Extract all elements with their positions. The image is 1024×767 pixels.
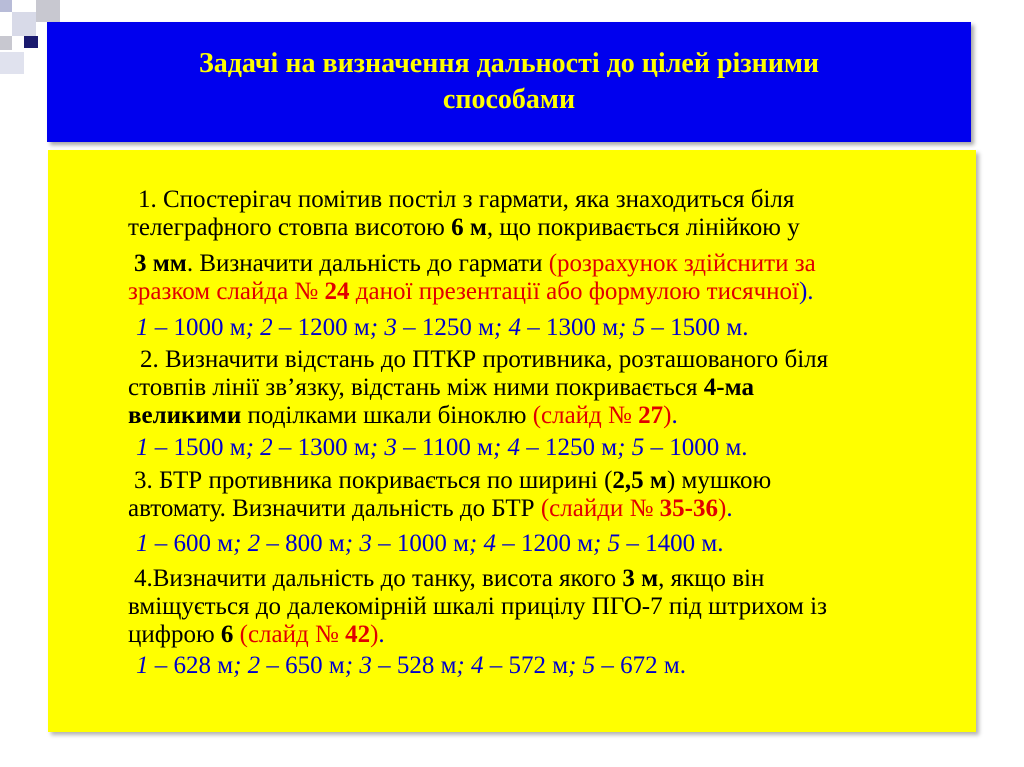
task-2-hint: ) bbox=[663, 402, 672, 429]
answer-value: – 1200 м bbox=[272, 314, 370, 341]
answer-value: – 1500 м bbox=[148, 434, 246, 461]
task-2-divisions: 4-ма bbox=[703, 374, 754, 401]
answer-separator: ; bbox=[245, 314, 261, 341]
task-2-emphasis: великими bbox=[128, 402, 242, 429]
answer-separator: ; bbox=[344, 652, 360, 679]
task-2-line-3 bbox=[128, 402, 678, 430]
task-1-text: , що покривається лінійкою у bbox=[486, 214, 800, 241]
answer-number: 3 bbox=[359, 652, 372, 679]
task-3-hint: ) bbox=[718, 495, 727, 522]
task-1-size: 3 мм bbox=[134, 250, 187, 277]
task-1-line-4 bbox=[128, 278, 814, 306]
answer-number: 5 bbox=[632, 314, 646, 341]
answer-number: 3 bbox=[384, 434, 397, 461]
task-4-mark: 6 bbox=[220, 621, 234, 648]
task-1-text: телеграфного стовпа висотою bbox=[128, 214, 452, 241]
task-2-line-1 bbox=[140, 346, 828, 374]
task-1-line-1 bbox=[138, 186, 794, 214]
answer-value: – 1500 м. bbox=[645, 314, 749, 341]
answer-value: – 672 м. bbox=[595, 652, 686, 679]
answer-value: – 1100 м bbox=[396, 434, 493, 461]
answer-number: 2 bbox=[260, 314, 273, 341]
task-4-text: , якщо він bbox=[658, 565, 765, 592]
answer-separator: ; bbox=[492, 434, 508, 461]
task-3-hint-end: . bbox=[726, 495, 733, 522]
answer-separator: ; bbox=[617, 434, 632, 461]
task-4-hint: ) bbox=[370, 621, 379, 648]
answer-value: – 572 м bbox=[483, 652, 569, 679]
answer-separator: ; bbox=[618, 314, 633, 341]
task-4-text: цифрою bbox=[128, 621, 221, 648]
task-1-hint: зразком слайда № bbox=[128, 278, 325, 305]
answer-number: 4 bbox=[470, 652, 484, 679]
answer-number: 5 bbox=[631, 434, 645, 461]
answer-separator: ; bbox=[344, 530, 360, 557]
task-2-line-2 bbox=[128, 374, 754, 402]
answer-separator: ; bbox=[245, 434, 261, 461]
task-2-hint: (слайд № bbox=[532, 402, 639, 429]
corner-square bbox=[0, 0, 12, 12]
corner-square bbox=[12, 12, 36, 36]
answer-value: – 1000 м bbox=[148, 314, 246, 341]
task-4-text: 4.Визначити дальність до танку, висота якого bbox=[134, 565, 623, 592]
task-1-hint: даної презентації або формулою тисячної bbox=[349, 278, 799, 305]
task-1-text: . Визначити дальність до гармати bbox=[186, 250, 549, 277]
answer-value: – 1200 м bbox=[495, 530, 594, 557]
corner-square bbox=[24, 36, 38, 48]
answer-number: 3 bbox=[359, 530, 372, 557]
task-3-text: ) мушкою bbox=[666, 467, 772, 494]
task-4-answers bbox=[136, 652, 686, 680]
answer-value: – 650 м bbox=[260, 652, 345, 679]
task-3-slide-numbers: 35-36 bbox=[659, 495, 718, 522]
answer-number: 5 bbox=[582, 652, 596, 679]
slide-title-line-1: Задачі на визначення дальності до цілей різними bbox=[198, 48, 820, 79]
task-1-hint-end: ). bbox=[798, 278, 814, 305]
task-4-line-1 bbox=[134, 565, 764, 593]
task-4-line-3 bbox=[128, 621, 385, 649]
answer-separator: ; bbox=[233, 530, 248, 557]
answer-separator: ; bbox=[468, 530, 484, 557]
answer-value: – 1400 м. bbox=[620, 530, 724, 557]
answer-separator: ; bbox=[369, 434, 385, 461]
task-2-text: 2. Визначити відстань до ПТКР противника, розташованого біля bbox=[140, 346, 829, 373]
answer-number: 4 bbox=[507, 434, 521, 461]
answer-value: – 1300 м bbox=[272, 434, 370, 461]
answer-value: – 1000 м bbox=[371, 530, 469, 557]
task-1-text: 1. Спостерігач помітив постіл з гармати, яка знаходиться біля bbox=[138, 186, 795, 213]
task-3-width: 2,5 м bbox=[612, 467, 667, 494]
task-4-hint: (слайд № bbox=[233, 621, 346, 648]
task-1-line-2 bbox=[128, 214, 800, 242]
answer-separator: ; bbox=[593, 530, 608, 557]
answer-number: 4 bbox=[483, 530, 496, 557]
task-1-hint: (розрахунок здійснити за bbox=[548, 250, 816, 277]
answer-separator: ; bbox=[233, 652, 248, 679]
task-4-height: 3 м bbox=[622, 565, 659, 592]
task-3-line-2 bbox=[128, 495, 733, 523]
answer-number: 2 bbox=[247, 652, 261, 679]
task-2-slide-number: 27 bbox=[638, 402, 664, 429]
task-3-answers bbox=[136, 530, 723, 558]
task-2-text: поділками шкали біноклю bbox=[241, 402, 533, 429]
answer-number: 1 bbox=[136, 652, 149, 679]
answer-number: 1 bbox=[136, 434, 149, 461]
answer-value: – 800 м bbox=[260, 530, 345, 557]
task-2-answers bbox=[136, 434, 748, 462]
answer-separator: ; bbox=[493, 314, 509, 341]
answer-value: – 528 м bbox=[371, 652, 457, 679]
answer-number: 1 bbox=[136, 314, 149, 341]
task-4-slide-number: 42 bbox=[345, 621, 371, 648]
task-4-line-2 bbox=[128, 593, 827, 621]
task-2-text: стовпів лінії зв’язку, відстань між ними покривається bbox=[128, 374, 704, 401]
task-4-hint-end: . bbox=[378, 621, 385, 648]
answer-value: – 1300 м bbox=[520, 314, 619, 341]
answer-value: – 1250 м bbox=[520, 434, 618, 461]
corner-square bbox=[36, 0, 60, 22]
task-4-text: вміщується до далекомірній шкалі прицілу ПГО-7 під штрихом із bbox=[128, 593, 827, 620]
answer-separator: ; bbox=[369, 314, 385, 341]
corner-square bbox=[0, 36, 12, 50]
answer-number: 5 bbox=[607, 530, 621, 557]
answer-number: 1 bbox=[136, 530, 149, 557]
task-3-text: 3. БТР противника покривається по ширині ( bbox=[134, 467, 613, 494]
task-3-text: автомату. Визначити дальність до БТР bbox=[128, 495, 541, 522]
task-3-line-1 bbox=[134, 467, 771, 495]
task-1-line-3 bbox=[134, 250, 816, 278]
task-3-hint: (слайди № bbox=[540, 495, 660, 522]
answer-number: 2 bbox=[247, 530, 261, 557]
answer-value: – 1250 м bbox=[396, 314, 494, 341]
task-1-slide-number: 24 bbox=[324, 278, 350, 305]
answer-value: – 600 м bbox=[148, 530, 234, 557]
answer-value: – 628 м bbox=[148, 652, 234, 679]
answer-separator: ; bbox=[568, 652, 583, 679]
answer-number: 4 bbox=[508, 314, 521, 341]
answer-number: 2 bbox=[260, 434, 273, 461]
answer-value: – 1000 м. bbox=[644, 434, 748, 461]
corner-square bbox=[0, 52, 24, 74]
answer-separator: ; bbox=[456, 652, 471, 679]
task-2-hint-end: . bbox=[671, 402, 678, 429]
answer-number: 3 bbox=[384, 314, 397, 341]
task-1-answers bbox=[136, 314, 748, 342]
title-banner bbox=[47, 22, 971, 142]
task-1-height: 6 м bbox=[451, 214, 487, 241]
slide-title-line-2: способами bbox=[442, 84, 576, 115]
